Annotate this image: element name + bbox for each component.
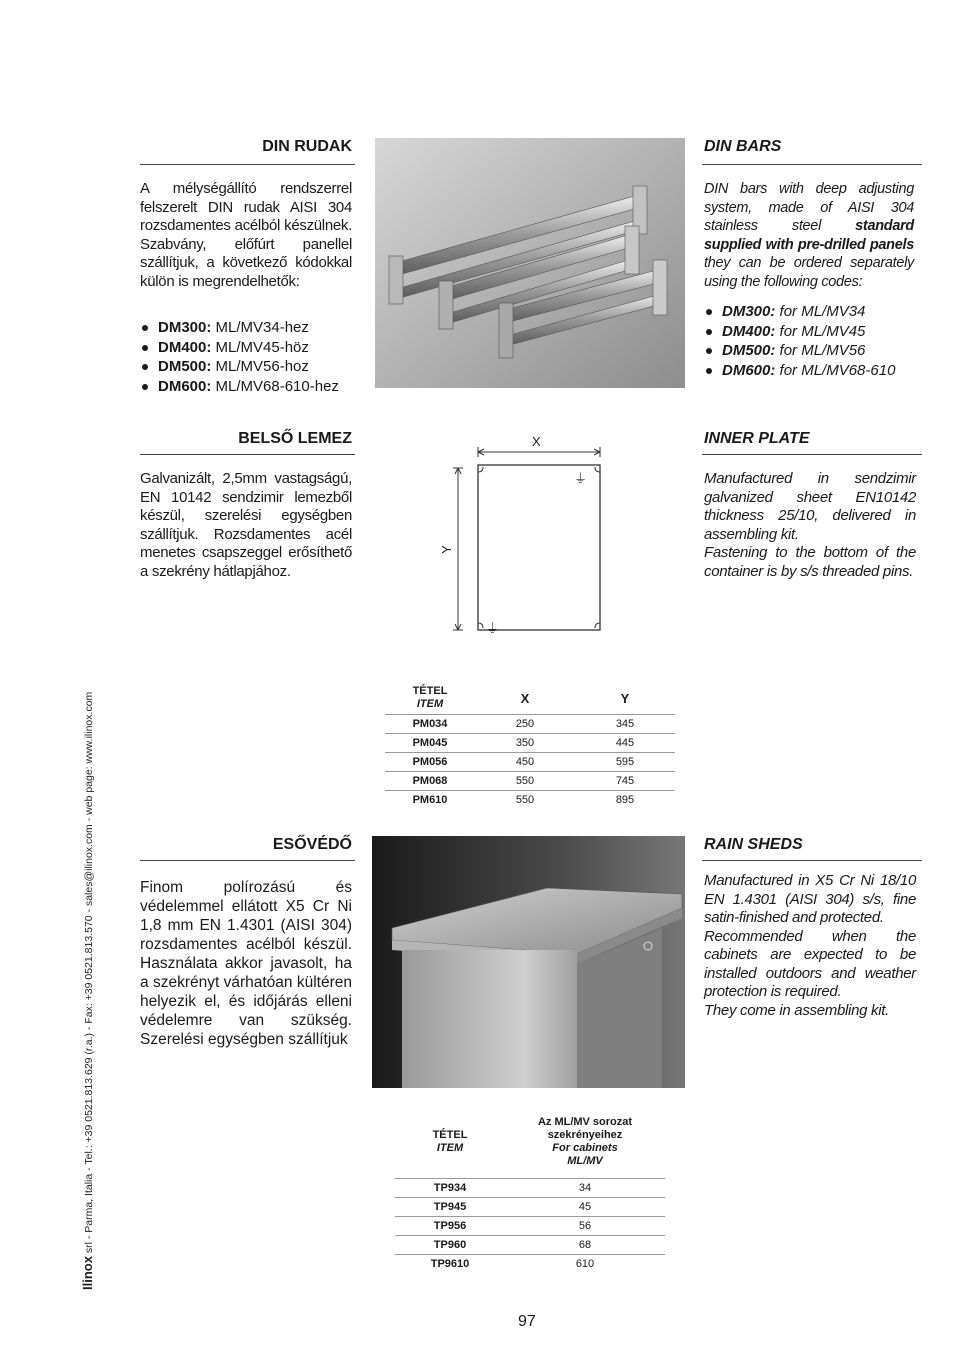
table-row: TP945 45 <box>395 1198 665 1217</box>
inner-plate-drawing <box>440 420 620 655</box>
inner-plate-title: INNER PLATE <box>704 430 810 447</box>
column-header: X <box>520 690 530 706</box>
din-bars-title: DIN BARS <box>704 138 782 155</box>
list-item: DM500: for ML/MV56 <box>704 341 924 361</box>
table-row: PM068 550 745 <box>385 772 675 791</box>
list-item: DM600: ML/MV68-610-hez <box>140 377 360 397</box>
divider <box>702 454 922 455</box>
table-row: PM045 350 445 <box>385 734 675 753</box>
din-rudak-body: A mélységállító rendszerrel felszerelt DIN rudak AISI 304 rozsdamentes acélból készülnek. Szabvány, előfúrt panellel szállítjuk, a következő kódokkal külön is megrendelhetők: <box>140 180 352 290</box>
inner-plate-body: Manufactured in sendzimir galvanized sheet EN10142 thickness 25/10, delivered in assembling kit. Fastening to the bottom of the container is by s/s threaded pins. <box>704 470 916 580</box>
list-item: DM300: ML/MV34-hez <box>140 318 360 338</box>
table-row: TP956 56 <box>395 1217 665 1236</box>
rain-sheds-table <box>395 1106 665 1273</box>
rain-sheds-body: Manufactured in X5 Cr Ni 18/10 EN 1.4301 (AISI 304) s/s, fine satin-finished and protected. Recommended when the cabinets are expected to be installed outdoors and weather protection is required. They come in assembling kit. <box>704 872 916 1019</box>
din-rudak-title: DIN RUDAK <box>262 138 352 155</box>
list-item: DM300: for ML/MV34 <box>704 302 924 322</box>
column-header: Y <box>620 690 630 706</box>
divider <box>702 164 922 165</box>
table-row: PM610 550 895 <box>385 791 675 810</box>
list-item: DM600: for ML/MV68-610 <box>704 361 924 381</box>
din-bars-code-list <box>704 302 924 380</box>
table-row: PM056 450 595 <box>385 753 675 772</box>
table-row: TP934 34 <box>395 1179 665 1198</box>
esovedo-title: ESŐVÉDŐ <box>272 836 352 853</box>
din-bars-photo <box>375 138 685 388</box>
page-number: 97 <box>518 1313 536 1330</box>
drawing-x-label: X <box>532 434 541 449</box>
rain-sheds-title: RAIN SHEDS <box>704 836 803 853</box>
ground-icon: ⏚ <box>574 471 588 486</box>
esovedo-body: Finom polírozású és védelemmel ellátott X5 Cr Ni 1,8 mm EN 1.4301 (AISI 304) rozsdamentes acélból készül. Használata akkor javasolt, ha a szekrényt várhatóan kültéren helyezik el, és időjárás elleni védelemre van szükség. Szerelési egységben szállítjuk <box>140 879 352 1048</box>
drawing-y-label: Y <box>438 545 454 554</box>
din-bars-body: DIN bars with deep adjusting system, made of AISI 304 stainless steel standard supplied with pre-drilled panels they can be ordered separately using the following codes: <box>704 181 914 290</box>
list-item: DM400: ML/MV45-höz <box>140 338 360 358</box>
divider <box>702 860 922 861</box>
company-contact-sidebar: Ilinox srl - Parma, Italia - Tel.: +39 0521.813.629 (r.a.) - Fax: +39 0521.813.570 - sales@ilinox.com - web page: www.ilinox.com <box>80 691 95 1290</box>
inner-plate-table <box>385 682 675 809</box>
table-row: TP9610 610 <box>395 1255 665 1274</box>
column-header: TÉTEL ITEM <box>432 1129 468 1154</box>
belso-lemez-title: BELSŐ LEMEZ <box>238 430 352 447</box>
divider <box>140 454 355 455</box>
table-row: PM034 250 345 <box>385 715 675 734</box>
din-rudak-code-list <box>140 318 360 396</box>
column-header: Az ML/MV sorozat szekrényeihez For cabinets ML/MV <box>537 1116 633 1167</box>
column-header: TÉTEL ITEM <box>412 685 448 710</box>
table-row: TP960 68 <box>395 1236 665 1255</box>
ground-icon: ⏚ <box>486 621 500 636</box>
divider <box>140 164 355 165</box>
divider <box>140 860 355 861</box>
list-item: DM400: for ML/MV45 <box>704 322 924 342</box>
list-item: DM500: ML/MV56-hoz <box>140 357 360 377</box>
rain-shed-photo <box>372 836 685 1088</box>
belso-lemez-body: Galvanizált, 2,5mm vastagságú, EN 10142 sendzimir lemezből készül, szerelési egységben szállítjuk. Rozsdamentes acél menetes csapszeggel erősíthető a szekrény hátlapjához. <box>140 470 352 580</box>
